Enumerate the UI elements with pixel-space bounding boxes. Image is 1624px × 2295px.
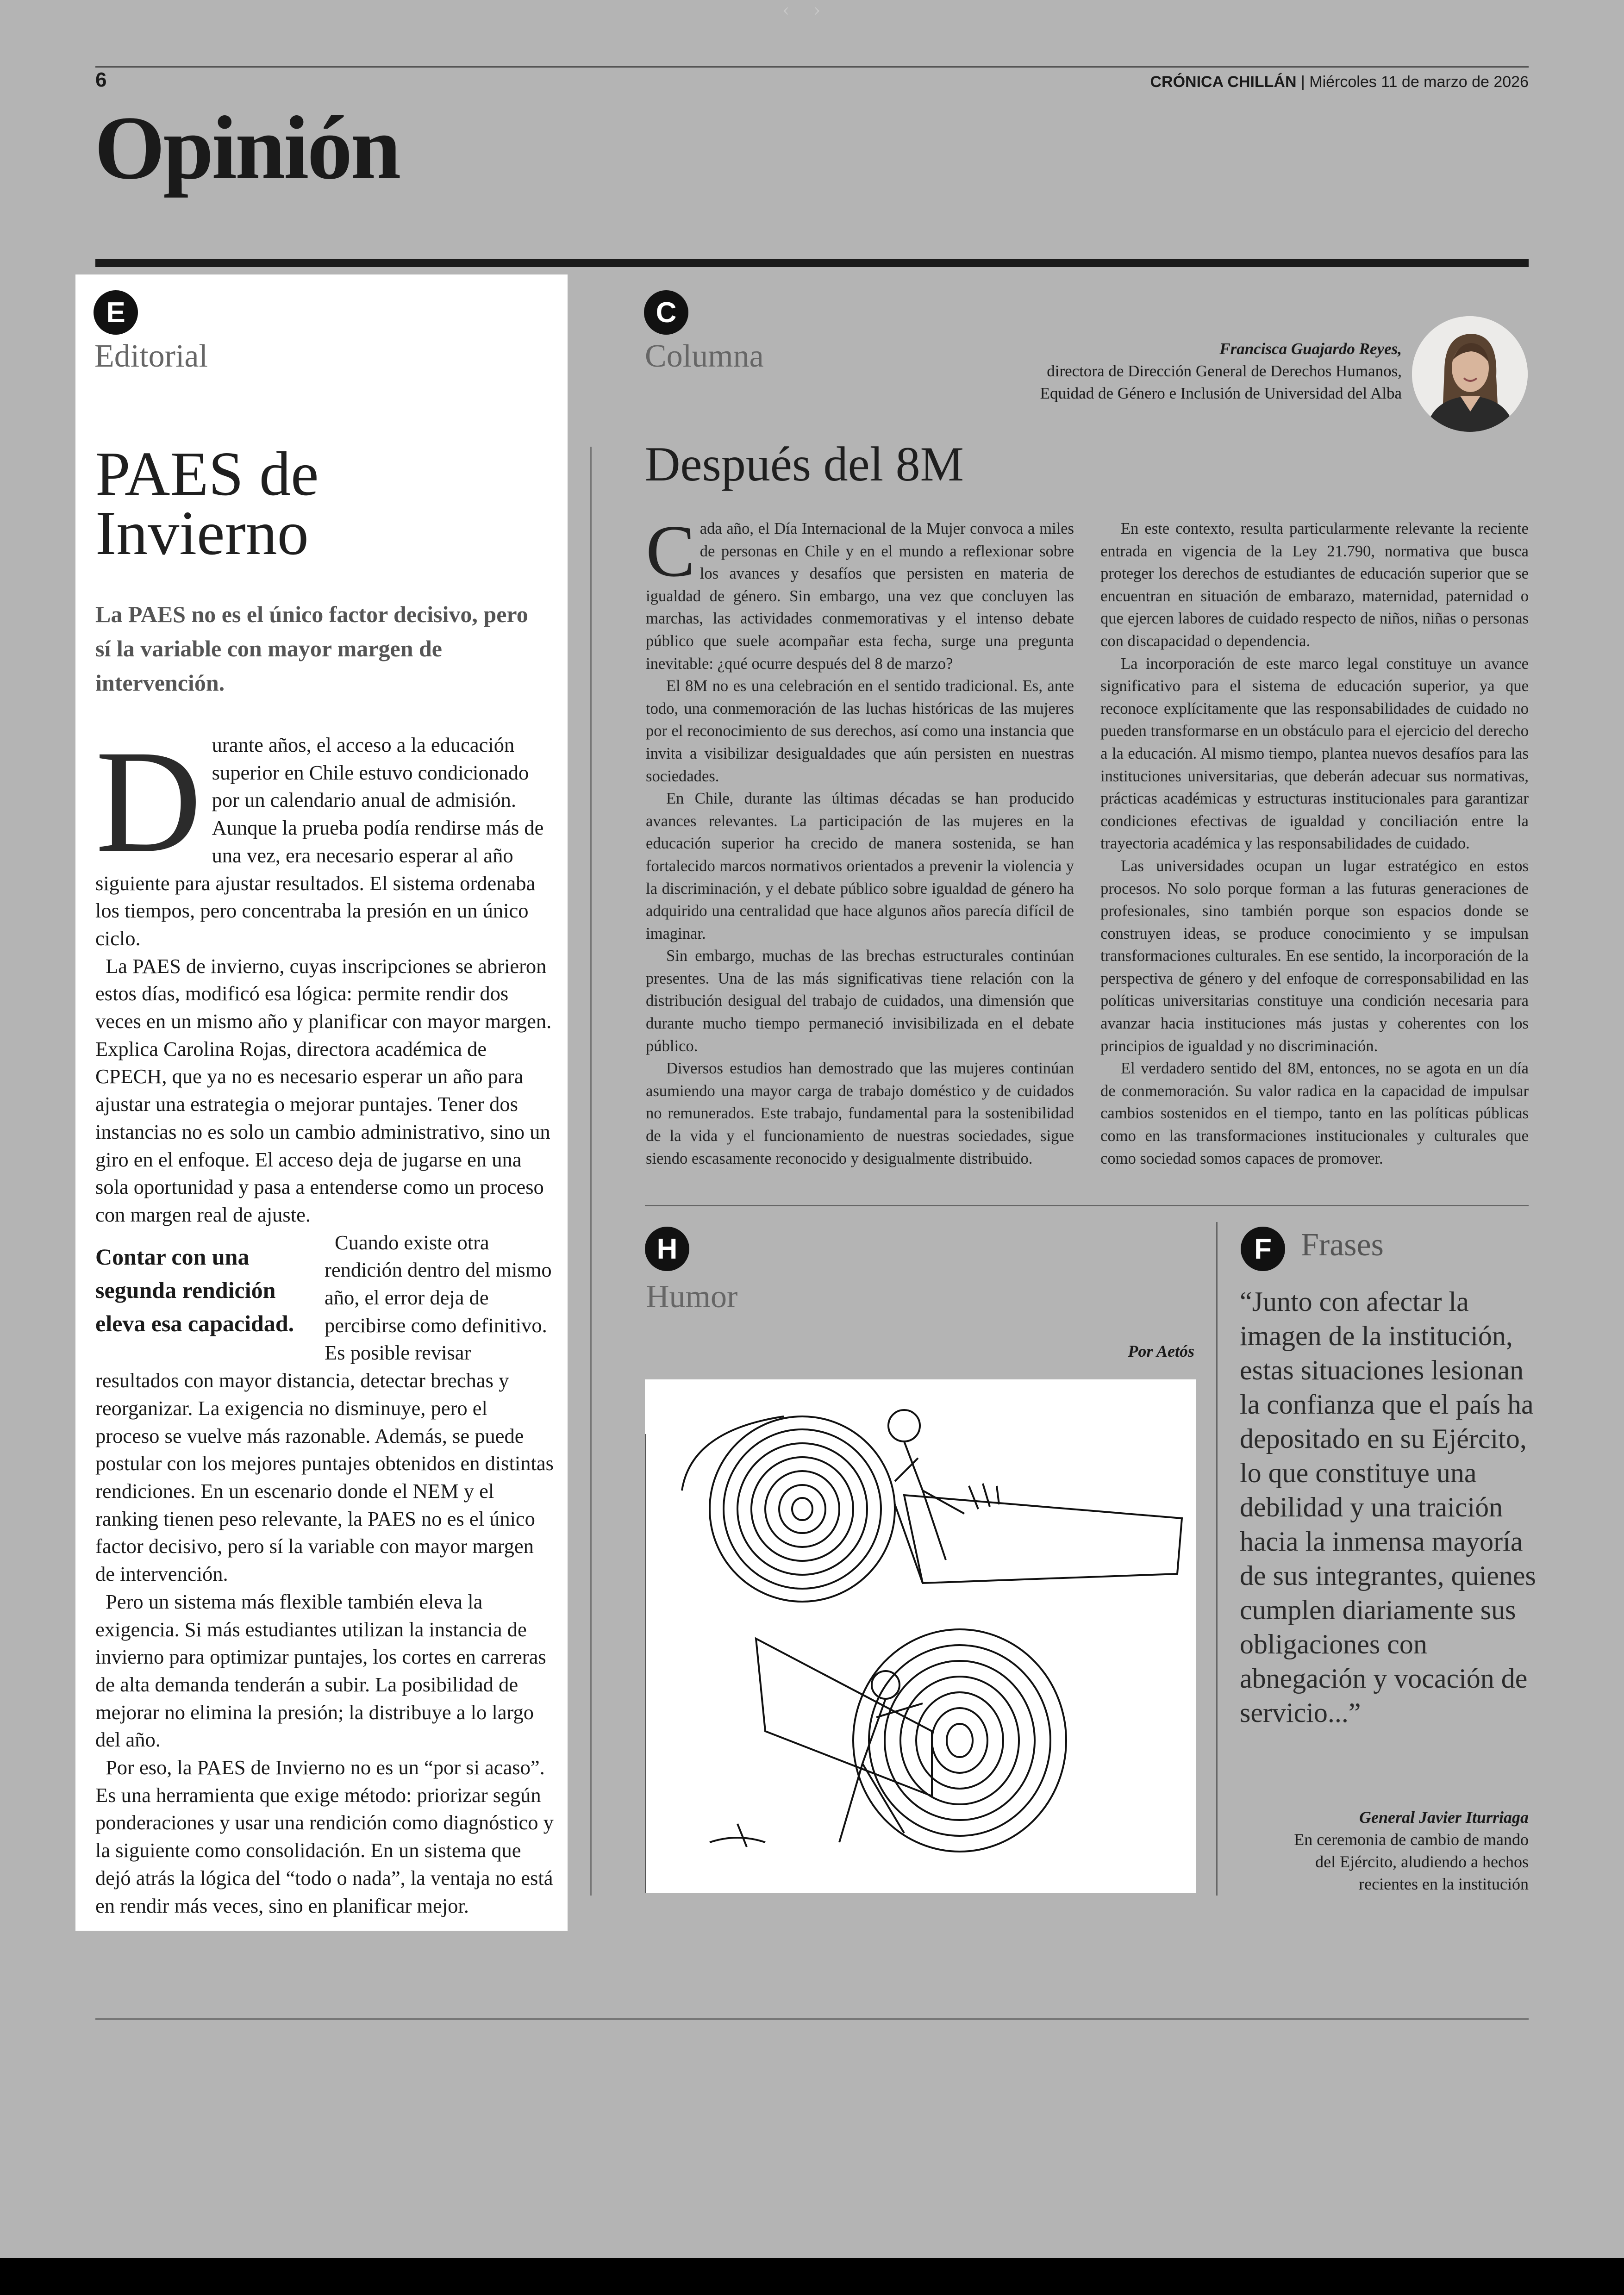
editorial-paragraph: Pero un sistema más flexible también eleva la exigencia. Si más estudiantes utilizan la instancia de invierno para optimizar puntajes, los cortes en carreras de alta demanda tenderán a subir. La posibilidad de mejorar no elimina la presión; la distribuye a lo largo del año. [95, 1590, 546, 1752]
column-author [846, 338, 1402, 405]
column-dropcap: C [646, 510, 695, 592]
frases-vertical-divider [1216, 1222, 1218, 1896]
column-author-institution: Equidad de Género e Inclusión de Universidad del Alba [1040, 384, 1402, 402]
editorial-body [95, 720, 554, 1920]
issue-date: | Miércoles 11 de marzo de 2026 [1300, 73, 1529, 91]
frases-attribution [1205, 1806, 1529, 1895]
column-title: Después del 8M [645, 437, 964, 491]
cartoon-bottom-rule [645, 1434, 646, 1893]
editorial-paragraph: Durante años, el acceso a la educación superior en Chile estuvo condicionado por un calendario anual de admisión. Aunque la prueba podía rendirse más de una vez, era necesario esperar al año siguiente para ajustar resultados. El sistema ordenaba los tiempos, pero concentraba la presión en un único ciclo. [95, 720, 544, 950]
newspaper-name: CRÓNICA CHILLÁN [1150, 73, 1297, 91]
header-bottom-rule [95, 259, 1529, 267]
frases-quote: “Junto con afectar la imagen de la institución, estas situaciones lesionan la confianza que el país ha depositado en su Ejército, lo que constituye una debilidad y una traición hacia la inmensa mayoría de sus integrantes, quienes cumplen diariamente sus obligaciones con abnegación y vocación de servicio...” [1240, 1286, 1536, 1728]
cartoon-byline: Por Aetós [1128, 1342, 1194, 1360]
column-bottom-rule [645, 1205, 1529, 1206]
column-paragraph: La incorporación de este marco legal constituye un avance significativo para el sistema de educación superior, ya que reconoce explícitamente que las responsabilidades de cuidado no pueden transformarse en un obstáculo para el ejercicio del derecho a la educación. Al mismo tiempo, plantea nuevos desafíos para las instituciones universitarias, que deberán adecuar sus normativas, prácticas académicas y estructuras institucionales para garantizar condiciones efectivas de igualdad y conciliación entre la trayectoria académica y las responsabilidades de cuidado. [1100, 655, 1529, 853]
editorial-title-line1: PAES de [95, 439, 319, 509]
column-label: Columna [645, 338, 764, 374]
humor-badge: H [645, 1227, 689, 1271]
column-paragraph: En este contexto, resulta particularmente relevante la reciente entrada en vigencia de la Ley 21.790, normativa que busca proteger los derechos de estudiantes de educación superior que se encuentran en situación de embarazo, maternidad, paternidad o que ejercen labores de cuidado respecto de niños, niñas o personas con discapacidad o dependencia. [1100, 520, 1529, 650]
humor-label: Humor [646, 1279, 738, 1315]
column-paragraph: Sin embargo, muchas de las brechas estructurales continúan presentes. Una de las más significativas tiene relación con la distribución desigual del trabajo de cuidados, una dimensión que durante mucho tiempo permaneció invisibilizada en el debate público. [646, 947, 1074, 1055]
author-avatar [1412, 316, 1528, 432]
header-top-rule [95, 66, 1529, 68]
frases-author: General Javier Iturriaga [1359, 1808, 1529, 1827]
author-portrait-icon [1412, 316, 1528, 432]
frases-context: En ceremonia de cambio de mando [1294, 1830, 1529, 1849]
editorial-dropcap: D [95, 720, 202, 883]
column-author-role: directora de Dirección General de Derechos Humanos, [1047, 362, 1402, 380]
column-paragraph: Cada año, el Día Internacional de la Mujer convoca a miles de personas en Chile y en el mundo a reflexionar sobre los avances y desafíos que persisten en materia de igualdad de género. Sin embargo, una vez que concluyen las marchas, las actividades conmemorativas y el intenso debate público que suele acompañar esta fecha, surge una pregunta inevitable: ¿qué ocurre después del 8 de marzo? [646, 510, 1074, 673]
frases-context: recientes en la institución [1359, 1875, 1529, 1893]
editorial-lead: La PAES no es el único factor decisivo, pero sí la variable con mayor margen de intervención. [95, 601, 528, 696]
column-paragraph: En Chile, durante las últimas décadas se han producido avances relevantes. La participación de las mujeres en la educación superior ha crecido de manera sostenida, se han fortalecido marcos normativos orientados a prevenir la violencia y la discriminación, y el debate público sobre igualdad de género ha adquirido una centralidad que hace algunos años parecía difícil de imaginar. [646, 790, 1074, 942]
editorial-paragraph: Por eso, la PAES de Invierno no es un “por si acaso”. Es una herramienta que exige método: priorizar según ponderaciones y usar una rendición como diagnóstico y la siguiente como consolidación. En un sistema que dejó atrás la lógica del “todo o nada”, la ventaja no está en rendir más veces, sino en planificar mejor. [95, 1756, 554, 1917]
column-author-name: Francisca Guajardo Reyes, [1219, 340, 1402, 358]
column-vertical-divider [590, 447, 592, 1896]
editorial-label: Editorial [94, 338, 208, 374]
column-paragraph: Las universidades ocupan un lugar estratégico en estos procesos. No solo porque forman a las futuras generaciones de profesionales, sino también porque son espacios donde se construyen ideas, se produce conocimiento y se impulsan transformaciones culturales. En ese sentido, la incorporación de la perspectiva de género y del enfoque de corresponsabilidad en las políticas universitarias constituye una condición necesaria para avanzar hacia instituciones más justas y coherentes con los principios de igualdad y no discriminación. [1100, 857, 1529, 1055]
editorial-paragraph: La PAES de invierno, cuyas inscripciones se abrieron estos días, modificó esa lógica: permite rendir dos veces en un mismo año y planificar con mayor margen. Explica Carolina Rojas, directora académica de CPECH, que ya no es necesario esperar un año para ajustar una estrategia o mejorar puntajes. Tener dos instancias no es solo un cambio administrativo, sino un giro en el enfoque. El acceso deja de jugarse en una sola oportunidad y pasa a entenderse como un proceso con margen real de ajuste. [95, 954, 552, 1226]
column-text-left [646, 510, 1074, 1170]
bottom-black-bar [0, 2258, 1624, 2295]
frases-badge: F [1241, 1227, 1285, 1271]
humor-cartoon [645, 1379, 1196, 1893]
cartoon-illustration-icon [645, 1379, 1196, 1893]
frases-context: del Ejército, aludiendo a hechos [1315, 1852, 1529, 1871]
column-paragraph: El verdadero sentido del 8M, entonces, no se agota en un día de conmemoración. Su valor radica en la capacidad de impulsar cambios sostenidos en el tiempo, tanto en las políticas públicas como en las transformaciones institucionales y culturales que como sociedad somos capaces de promover. [1100, 1060, 1529, 1167]
column-paragraph: Diversos estudios han demostrado que las mujeres continúan asumiendo una mayor carga de trabajo doméstico y de cuidados no remunerados. Este trabajo, fundamental para la sostenibilidad de la vida y el funcionamiento de nuestras sociedades, sigue siendo escasamente reconocido y desigualmente distribuido. [646, 1060, 1074, 1167]
page-number: 6 [95, 69, 107, 91]
editorial-title [95, 439, 540, 568]
column-paragraph: El 8M no es una celebración en el sentido tradicional. Es, ante todo, una conmemoración de las luchas históricas de las mujeres por el reconocimiento de sus derechos, así como una instancia que invita a visibilizar desigualdades que aún persisten en nuestras sociedades. [646, 677, 1074, 785]
frases-label: Frases [1301, 1227, 1384, 1263]
editorial-title-line2: Invierno [95, 499, 309, 568]
editorial-badge: E [94, 290, 138, 335]
column-text-right [1100, 518, 1529, 1170]
editorial-pull-quote: Contar con una segunda rendición eleva esa capacidad. [95, 1243, 294, 1336]
page-nav-arrows[interactable]: ‹ › [782, 0, 830, 20]
section-title: Opinión [94, 98, 400, 198]
footer-rule [95, 2018, 1529, 2020]
editorial-paragraph: Cuando existe otra rendición dentro del mismo año, el error deja de percibirse como definitivo. Es posible revisar resultados con mayor distancia, detectar brechas y reorganizar. La exigencia no disminuye, pero el proceso se vuelve más razonable. Además, se puede postular con los mejores puntajes obtenidos en distintas rendiciones. En un escenario donde el NEM y el ranking tienen peso relevante, la PAES no es el único factor decisivo, pero sí la variable con mayor margen de intervención. [95, 1230, 554, 1586]
dateline [1150, 73, 1529, 91]
column-badge: C [644, 290, 688, 335]
